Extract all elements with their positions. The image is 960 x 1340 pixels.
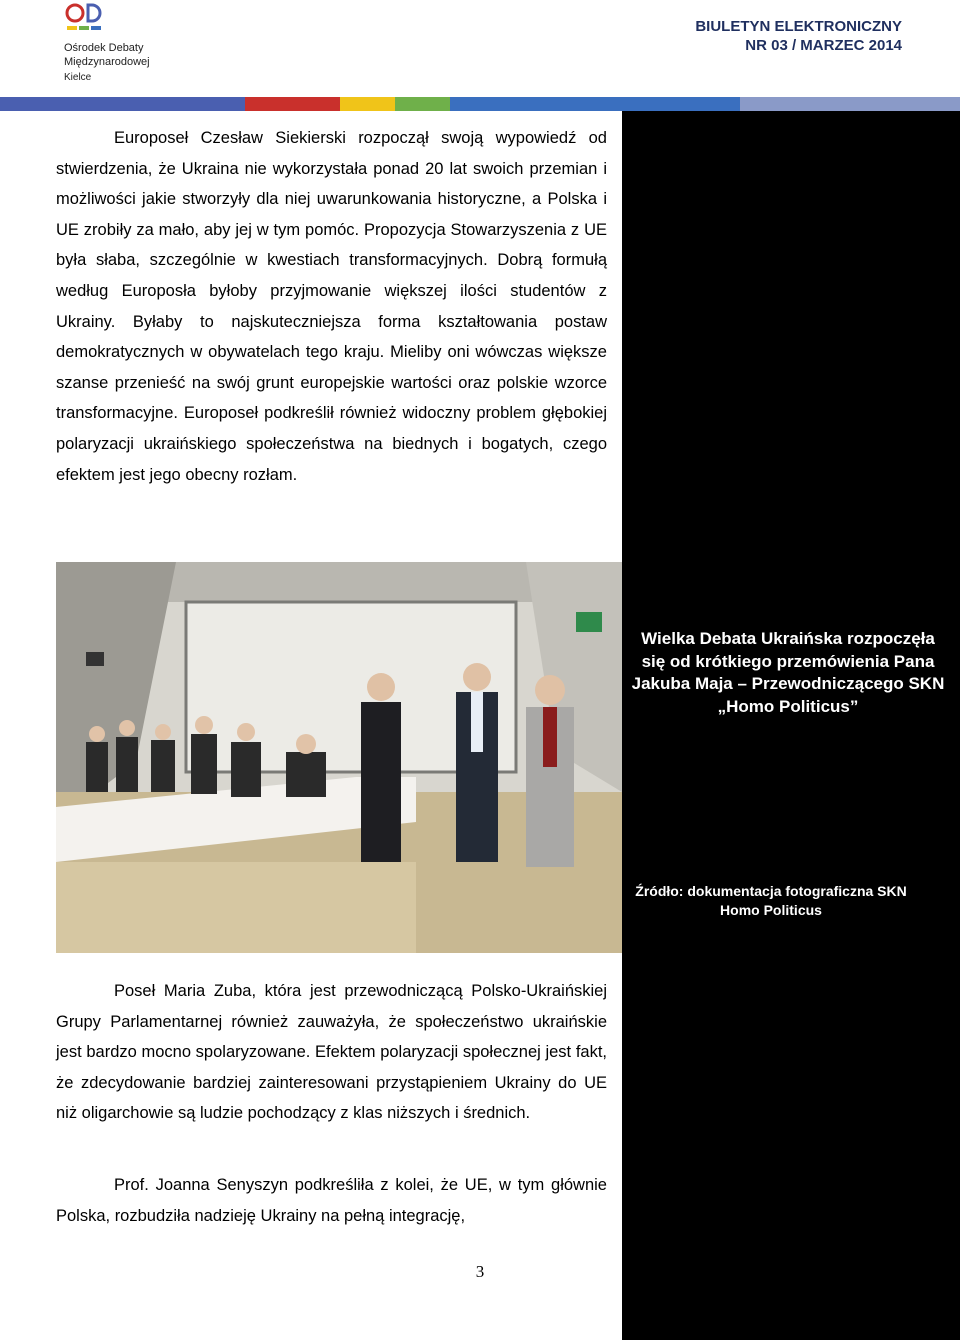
article-paragraph-3 — [56, 1170, 607, 1231]
logo-line-2: Międzynarodowej — [64, 56, 150, 68]
logo-line-1: Ośrodek Debaty — [64, 42, 144, 54]
paragraph-text: Prof. Joanna Senyszyn podkreśliła z kolei, że UE, w tym głównie Polska, rozbudziła nadzieję Ukrainy na pełną integrację, — [56, 1176, 607, 1225]
color-bar-segment — [395, 97, 450, 111]
bulletin-title-line-1: BIULETYN ELEKTRONICZNY — [695, 18, 902, 35]
bulletin-title — [695, 17, 902, 55]
article-paragraph-2 — [56, 976, 607, 1129]
event-photo-image — [56, 562, 622, 953]
page-number: 3 — [475, 1262, 485, 1281]
color-bar-segment — [740, 97, 960, 111]
sidebar-panel — [622, 111, 960, 1340]
color-bar-segment — [340, 97, 395, 111]
color-bar-segment — [450, 97, 740, 111]
article-paragraph-1 — [56, 123, 607, 490]
photo-caption: Wielka Debata Ukraińska rozpoczęła się od krótkiego przemówienia Pana Jakuba Maja – Przewodniczącego SKN „Homo Politicus” — [631, 629, 945, 716]
event-photo — [56, 562, 622, 953]
logo — [58, 2, 168, 88]
header-color-bar — [0, 97, 960, 111]
photo-source: Źródło: dokumentacja fotograficzna SKN Homo Politicus — [635, 883, 907, 918]
color-bar-segment — [245, 97, 340, 111]
paragraph-text: Europoseł Czesław Siekierski rozpoczął swoją wypowiedź od stwierdzenia, że Ukraina nie wykorzystała ponad 20 lat swoich przemian i możliwości jakie stworzyły dla niej uwarunkowania historyczne, a Polska i UE zrobiły za mało, aby jej w tym pomóc. Propozycja Stowarzyszenia z UE była słaba, szczególnie w kwestiach transformacyjnych. Dobrą formułą według Europosła byłoby przyjmowanie większej ilości studentów z Ukrainy. Byłaby to najskuteczniejsza forma kształtowania postaw demokratycznych w obywatelach tego kraju. Mieliby oni wówczas większe szanse przenieść na swój grunt europejskie wartości oraz polskie wzorce transformacyjne. Europoseł podkreślił również widoczny problem głębokiej polaryzacji ukraińskiego społeczeństwa na biednych i bogatych, czego efektem jest jego obecny rozłam. — [56, 129, 607, 484]
paragraph-text: Poseł Maria Zuba, która jest przewodniczącą Polsko-Ukraińskiej Grupy Parlamentarnej również zauważyła, że społeczeństwo ukraińskie jest bardzo mocno spolaryzowane. Efektem polaryzacji społecznej jest fakt, że zdecydowanie bardziej zainteresowani przystąpieniem Ukrainy do UE niż oligarchowie są ludzie pochodzący z klas niższych i średnich. — [56, 982, 607, 1123]
logo-line-3: Kielce — [64, 72, 92, 83]
color-bar-segment — [0, 97, 245, 111]
logo-mark-icon — [64, 2, 110, 36]
bulletin-title-line-2: NR 03 / MARZEC 2014 — [745, 37, 902, 54]
